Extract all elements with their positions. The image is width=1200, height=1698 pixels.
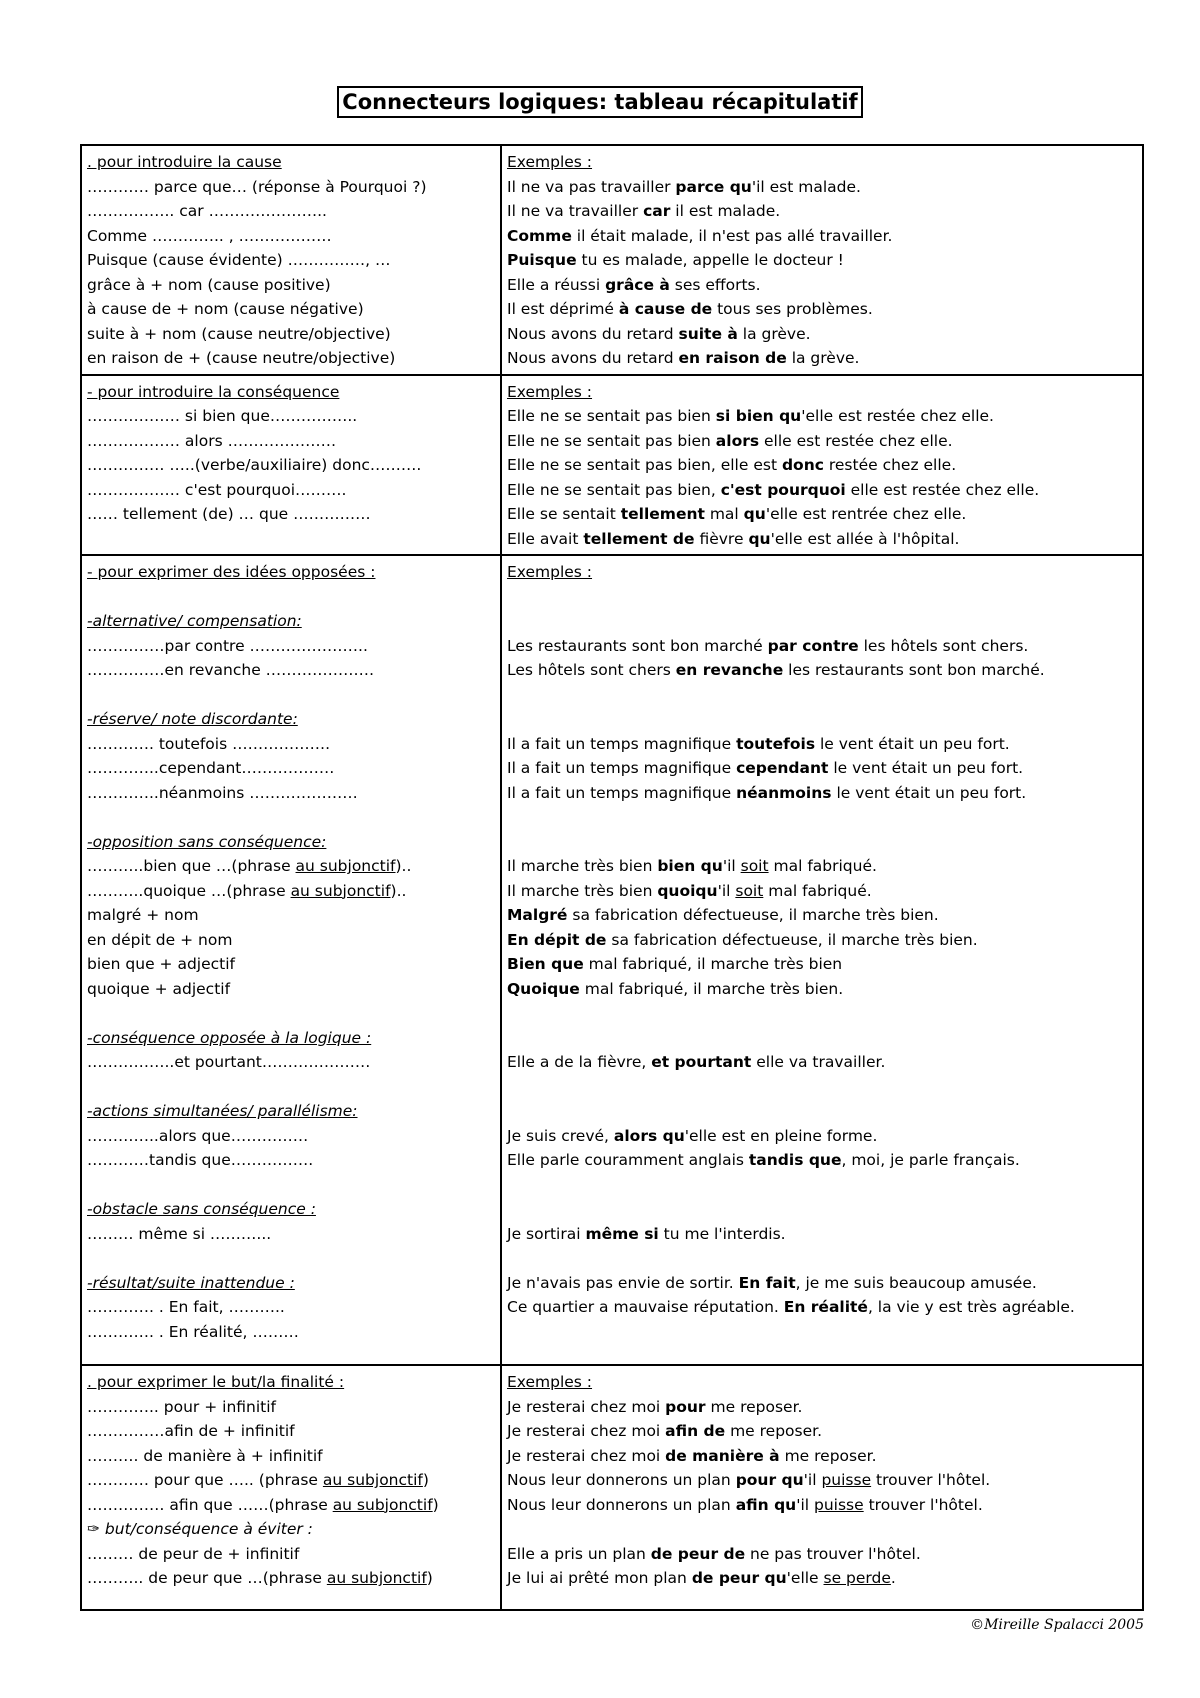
opposition-connectors [81,555,501,1365]
section-but [81,1365,1143,1610]
example-line: Je suis crevé, alors qu'elle est en pleine forme. [507,1126,878,1145]
examples-header: Exemples : [507,1373,593,1391]
example-line: Il marche très bien quoiqu'il soit mal fabriqué. [507,881,872,900]
subheading: -alternative/ compensation: [87,612,302,630]
subheading: -obstacle sans conséquence : [87,1200,316,1218]
example-line: Malgré sa fabrication défectueuse, il marche très bien. [507,906,939,924]
example-line: Nous avons du retard suite à la grève. [507,324,811,343]
example-line: Il a fait un temps magnifique toutefois le vent était un peu fort. [507,734,1010,753]
consequence-examples [501,375,1143,556]
connector-line: …………..cependant……………… [87,759,335,777]
example-line: Les hôtels sont chers en revanche les restaurants sont bon marché. [507,661,1045,679]
opposition-header: - pour exprimer des idées opposées : [87,563,376,581]
connector-line: en raison de + (cause neutre/objective) [87,349,396,367]
example-line: Nous avons du retard en raison de la grève. [507,349,860,367]
subheading: -résultat/suite inattendue : [87,1273,295,1292]
examples-header: Exemples : [507,382,593,401]
connector-line: ……………par contre ………………….. [87,636,368,655]
connector-line: quoique + adjectif [87,979,231,998]
connector-line: …………..alors que…………… [87,1126,309,1145]
example-line: Je resterai chez moi pour me reposer. [507,1397,803,1416]
connector-line: ………..quoique …(phrase au subjonctif).. [87,881,407,900]
consequence-header: - pour introduire la conséquence [87,382,340,401]
consequence-connectors [81,375,501,556]
example-line: Elle ne se sentait pas bien, c'est pourquoi elle est restée chez elle. [507,480,1040,499]
example-line: Il marche très bien bien qu'il soit mal fabriqué. [507,857,877,875]
subheading: -réserve/ note discordante: [87,710,298,728]
example-line: Il ne va travailler car il est malade. [507,202,781,220]
example-line: Je lui ai prêté mon plan de peur qu'elle se perde. [507,1569,896,1587]
connector-line: …………….. car ………………….. [87,202,327,220]
example-line: Je resterai chez moi de manière à me reposer. [507,1446,877,1465]
connector-line: ………….. pour + infinitif [87,1397,277,1416]
section-consequence [81,375,1143,556]
example-line: Elle parle couramment anglais tandis que, moi, je parle français. [507,1151,1020,1169]
example-line: Elle a réussi grâce à ses efforts. [507,275,761,294]
cause-connectors [81,145,501,375]
example-line: Elle ne se sentait pas bien si bien qu'elle est restée chez elle. [507,407,994,425]
connector-line: grâce à + nom (cause positive) [87,275,331,294]
summary-table [80,144,1144,1611]
document-title-box [0,86,1200,118]
connector-line: en dépit de + nom [87,930,233,949]
connector-line: ……………..et pourtant………………… [87,1053,371,1071]
example-line: Il a fait un temps magnifique cependant le vent était un peu fort. [507,759,1024,777]
example-line: Les restaurants sont bon marché par contre les hôtels sont chers. [507,636,1029,655]
connector-line: ……….. de peur que …(phrase au subjonctif) [87,1569,433,1587]
example-line: En dépit de sa fabrication défectueuse, il marche très bien. [507,930,978,949]
connector-line: ………… parce que… (réponse à Pourquoi ?) [87,177,427,196]
example-line: Elle avait tellement de fièvre qu'elle est allée à l'hôpital. [507,529,960,548]
connector-line: ………..bien que …(phrase au subjonctif).. [87,857,412,875]
connector-line: Comme ………….. , ……………… [87,226,332,245]
connector-line: ……………… si bien que…………….. [87,407,358,425]
connector-line: ……… même si ………... [87,1224,272,1243]
connector-line: ………… pour que ….. (phrase au subjonctif) [87,1471,429,1489]
connector-line: …………. . En réalité, ……… [87,1322,299,1341]
example-line: Quoique mal fabriqué, il marche très bien. [507,979,844,998]
connector-line: bien que + adjectif [87,955,236,973]
example-line: Puisque tu es malade, appelle le docteur ! [507,251,844,269]
example-line: Il est déprimé à cause de tous ses problèmes. [507,300,873,318]
connector-line: Puisque (cause évidente) ……………, … [87,251,391,269]
connector-line: malgré + nom [87,906,199,924]
section-cause [81,145,1143,375]
connector-line: …………tandis que……………. [87,1151,314,1169]
cause-examples [501,145,1143,375]
example-line: Nous leur donnerons un plan pour qu'il puisse trouver l'hôtel. [507,1471,991,1489]
example-line: Elle a de la fièvre, et pourtant elle va travailler. [507,1053,886,1071]
connector-line: …………… …..(verbe/auxiliaire) donc………. [87,456,422,474]
example-line: Nous leur donnerons un plan afin qu'il puisse trouver l'hôtel. [507,1495,983,1514]
but-examples [501,1365,1143,1610]
example-line: Elle ne se sentait pas bien, elle est donc restée chez elle. [507,456,957,474]
example-line: Il ne va pas travailler parce qu'il est malade. [507,177,861,196]
opposition-examples [501,555,1143,1365]
example-line: Ce quartier a mauvaise réputation. En réalité, la vie y est très agréable. [507,1298,1075,1316]
example-line: Comme il était malade, il n'est pas allé travailler. [507,226,893,245]
connector-line: suite à + nom (cause neutre/objective) [87,324,391,343]
examples-header: Exemples : [507,563,593,581]
but-connectors [81,1365,501,1610]
avoid-note: ✑ but/conséquence à éviter : [87,1520,313,1538]
connector-line: ……… de peur de + infinitif [87,1544,300,1563]
example-line: Elle ne se sentait pas bien alors elle est restée chez elle. [507,431,953,450]
connector-line: ……………afin de + infinitif [87,1422,295,1440]
but-header: . pour exprimer le but/la finalité : [87,1373,345,1391]
connector-line: ……………… c'est pourquoi………. [87,480,347,499]
connector-line: …… tellement (de) … que …………… [87,505,371,523]
cause-header: . pour introduire la cause [87,153,282,171]
example-line: Bien que mal fabriqué, il marche très bien [507,955,843,973]
connector-line: ………. de manière à + infinitif [87,1446,323,1465]
subheading: -conséquence opposée à la logique : [87,1028,372,1047]
connector-line: …………… afin que ……(phrase au subjonctif) [87,1495,439,1514]
connector-line: ……………… alors ………………… [87,431,337,450]
document-title: Connecteurs logiques: tableau récapitulatif [337,86,862,118]
connector-line: …………. . En fait, ……….. [87,1298,285,1316]
connector-line: …………. toutefois ………………. [87,734,331,753]
connector-line: ……………en revanche ………………… [87,661,375,679]
example-line: Elle se sentait tellement mal qu'elle est rentrée chez elle. [507,505,967,523]
example-line: Je resterai chez moi afin de me reposer. [507,1422,823,1440]
example-line: Je sortirai même si tu me l'interdis. [507,1224,786,1243]
subheading: -opposition sans conséquence: [87,832,327,851]
examples-header: Exemples : [507,153,593,171]
connector-line: …………..néanmoins ………………… [87,783,358,802]
example-line: Je n'avais pas envie de sortir. En fait, je me suis beaucoup amusée. [507,1273,1037,1292]
example-line: Elle a pris un plan de peur de ne pas trouver l'hôtel. [507,1544,921,1563]
section-opposition [81,555,1143,1365]
subheading: -actions simultanées/ parallélisme: [87,1102,358,1120]
connector-line: à cause de + nom (cause négative) [87,300,364,318]
example-line: Il a fait un temps magnifique néanmoins le vent était un peu fort. [507,783,1027,802]
copyright-footer: ©Mireille Spalacci 2005 [970,1617,1144,1633]
